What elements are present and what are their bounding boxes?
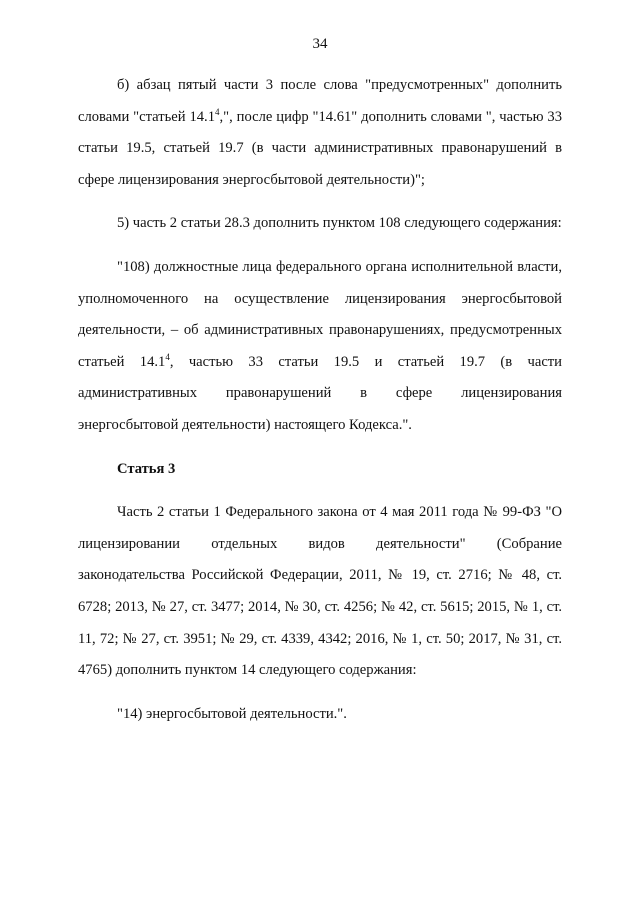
page-number: 34: [312, 36, 328, 52]
paragraph-b-text-start: б) абзац пятый части 3 после слова "предусмотренных" дополнить словами "статьей 14.1: [78, 77, 562, 125]
document-body: [78, 70, 562, 730]
paragraph-5: 5) часть 2 статьи 28.3 дополнить пунктом 108 следующего содержания:: [117, 215, 562, 232]
superscript: 4: [215, 106, 220, 117]
paragraph-article-3: Часть 2 статьи 1 Федерального закона от 4 мая 2011 года № 99-ФЗ "О лицензировании отдельных видов деятельности" (Собрание законодательства Российской Федерации, 2011, № 19, ст. 2716; № 48, ст. 6728; 2013, № 27, ст. 3477; 2014, № 30, ст. 4256; № 42, ст. 5615; 2015, № 1, ст. 11, 72; № 27, ст. 3951; № 29, ст. 4339, 4342; 2016, № 1, ст. 50; 2017, № 31, ст. 4765) дополнить пунктом 14 следующего содержания:: [78, 504, 562, 679]
paragraph-b: [78, 70, 562, 196]
paragraph-108: [78, 252, 562, 442]
paragraph-108-text-start: "108) должностные лица федерального органа исполнительной власти, уполномоченного на осуществление лицензирования энергосбытовой деятельности, – об административных правонарушениях, предусмотренных статьей 14.1: [78, 258, 562, 370]
paragraph-b-text-end: ,", после цифр "14.61" дополнить словами ", частью 33 статьи 19.5, статьей 19.7 (в части административных правонарушений в сфере лицензирования энергосбытовой деятельности)";: [78, 108, 562, 188]
paragraph-108-text-end: , частью 33 статьи 19.5 и статьей 19.7 (в части административных правонарушений в сфере лицензирования энергосбытовой деятельности) настоящего Кодекса.".: [78, 353, 562, 433]
article-heading: Статья 3: [117, 460, 176, 477]
superscript: 4: [165, 351, 170, 362]
paragraph-14: "14) энергосбытовой деятельности.".: [117, 705, 347, 722]
